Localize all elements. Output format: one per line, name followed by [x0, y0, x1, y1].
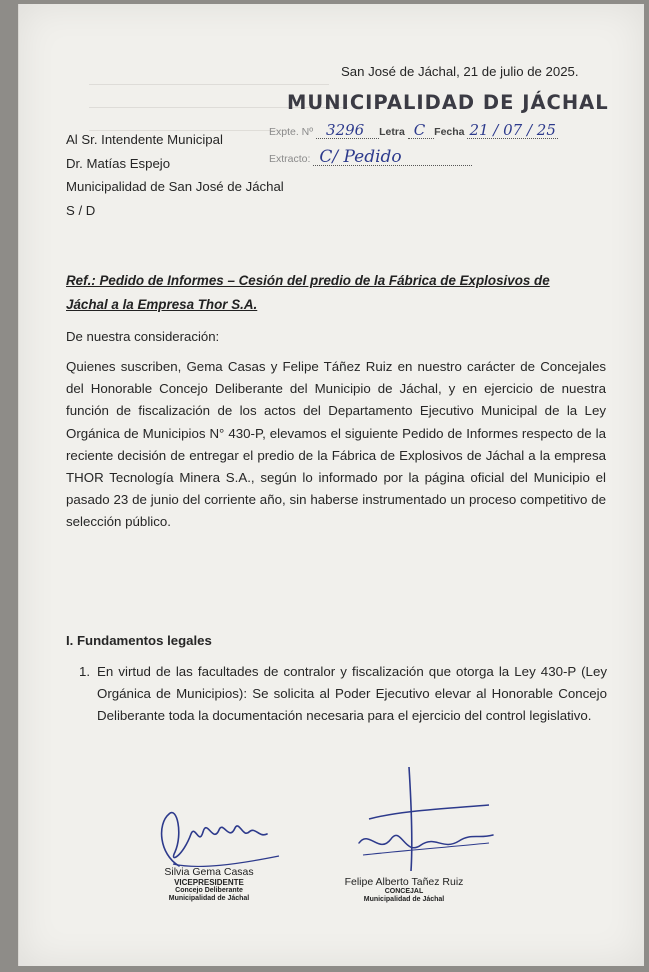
recipient-line-4: S / D [66, 203, 96, 218]
recipient-line-1: Al Sr. Intendente Municipal [66, 132, 223, 147]
expte-value: 3296 [326, 121, 365, 139]
signature-tanez [339, 759, 499, 879]
signature-casas [139, 794, 289, 874]
list-item [79, 661, 607, 728]
stamp-expte-row [269, 121, 558, 139]
document-page [18, 4, 644, 966]
letra-value: C [413, 121, 426, 139]
signer-name: Felipe Alberto Tañez Ruiz [344, 876, 464, 888]
recipient-line-2: Dr. Matías Espejo [66, 156, 171, 171]
fecha-label: Fecha [434, 126, 465, 138]
stamp-extracto-row [269, 147, 472, 167]
list-item-number: 1. [79, 664, 91, 679]
signer-org: Municipalidad de Jáchal [168, 895, 250, 902]
extracto-value: C/ Pedido [319, 147, 402, 167]
letra-label: Letra [379, 126, 405, 138]
stamp-title: MUNICIPALIDAD DE JÁCHAL [287, 91, 609, 114]
fecha-value: 21 / 07 / 25 [469, 121, 556, 139]
body-paragraph: Quienes suscriben, Gema Casas y Felipe Táñez Ruiz en nuestro carácter de Concejales del Honorable Concejo Deliberante del Municipio de Jáchal, y en ejercicio de nuestra función de fiscalización de los actos del Departamento Ejecutivo Municipal de la Ley Orgánica de Municipios N° 430-P, elevamos el siguiente Pedido de Informes respecto de la reciente decisión de entregar el predio de la Fábrica de Explosivos de Jáchal a la empresa THOR Tecnología Minera S.A., según lo informado por la página oficial del Municipio el pasado 23 de junio del corriente año, sin haberse instrumentado un proceso competitivo de selección público. [66, 359, 606, 530]
signature-block-tanez [329, 876, 479, 904]
reference-line-1: Ref.: Pedido de Informes – Cesión del predio de la Fábrica de Explosivos de [66, 273, 550, 288]
signer-role: VICEPRESIDENTE [174, 878, 244, 887]
signer-name: Silvia Gema Casas [164, 866, 254, 878]
salutation: De nuestra consideración: [66, 329, 220, 344]
recipient-line-3: Municipalidad de San José de Jáchal [66, 179, 284, 194]
signature-block-casas [144, 866, 274, 903]
place-date: San José de Jáchal, 21 de julio de 2025. [341, 64, 579, 79]
reference-heading [66, 269, 606, 317]
reference-line-2: Jáchal a la Empresa Thor S.A. [66, 297, 258, 312]
extracto-label: Extracto: [269, 153, 311, 165]
section-title: I. Fundamentos legales [66, 633, 212, 648]
signer-org: Concejo Deliberante [175, 887, 243, 894]
expte-label: Expte. Nº [269, 126, 314, 138]
signer-org: Municipalidad de Jáchal [363, 896, 445, 903]
signer-role: CONCEJAL [384, 888, 424, 895]
list-item-text: En virtud de las facultades de contralor y fiscalización que otorga la Ley 430-P (Ley Orgánica de Municipios): Se solicita al Poder Ejecutivo elevar al Honorable Concejo Deliberante toda la documentación necesaria para el ejercicio del control legislativo. [97, 664, 607, 724]
